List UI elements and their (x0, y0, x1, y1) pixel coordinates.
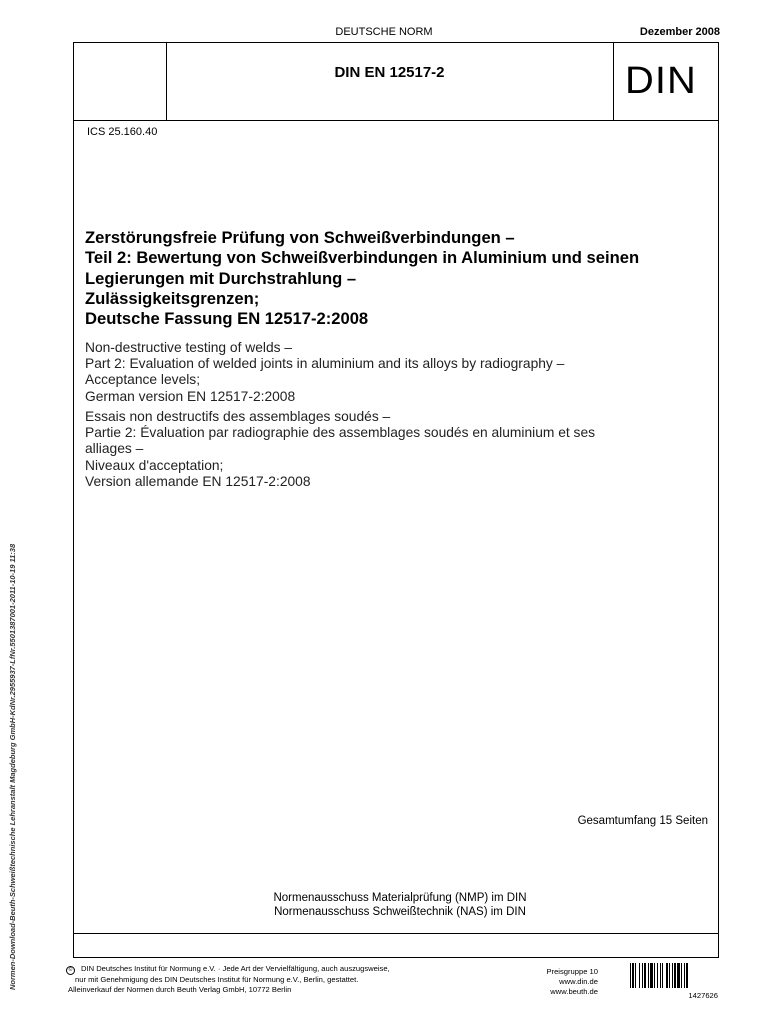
footer-top-rule (73, 933, 719, 934)
title-french (85, 409, 705, 490)
title-english-line: Non-destructive testing of welds – (85, 340, 293, 355)
total-pages: Gesamtumfang 15 Seiten (577, 815, 708, 827)
pricing-info (520, 967, 598, 997)
title-english-line: German version EN 12517-2:2008 (85, 388, 296, 404)
committees (180, 891, 620, 919)
title-german-line: Legierungen mit Durchstrahlung – (85, 268, 357, 288)
title-french-line: Partie 2: Évaluation par radiographie des assemblages soudés en aluminium et ses (85, 425, 596, 441)
copyright-notice (66, 964, 390, 995)
title-french-line: alliages – (85, 441, 144, 457)
title-french-line: Niveaux d'acceptation; (85, 457, 224, 473)
din-logo: DIN (625, 60, 697, 102)
title-french-line: Essais non destructifs des assemblages soudés – (85, 409, 391, 424)
title-german (85, 228, 705, 329)
download-watermark: Normen-Download-Beuth-Schweißtechnische Lehranstalt Magdeburg GmbH-KdNr.2955937-LfNr.5501387001-2011-10-19 11:38 (8, 543, 17, 990)
header-divider-left (166, 42, 167, 120)
ics-code: ICS 25.160.40 (87, 126, 158, 138)
copyright-line: DIN Deutsches Institut für Normung e.V. · Jede Art der Vervielfältigung, auch auszugsweise, (81, 964, 390, 973)
title-german-line: Deutsche Fassung EN 12517-2:2008 (85, 309, 369, 329)
title-german-line: Zulässigkeitsgrenzen; (85, 288, 260, 308)
title-english-line: Acceptance levels; (85, 372, 201, 388)
title-english-line: Part 2: Evaluation of welded joints in aluminium and its alloys by radiography – (85, 356, 565, 372)
title-english (85, 340, 705, 405)
title-german-line: Teil 2: Bewertung von Schweißverbindungen in Aluminium und seinen (85, 248, 640, 268)
header-divider-right (613, 42, 614, 120)
publication-date: Dezember 2008 (639, 26, 720, 38)
website-beuth-link[interactable]: www.beuth.de (550, 987, 598, 996)
norm-label: DEUTSCHE NORM (335, 26, 433, 38)
title-german-line: Zerstörungsfreie Prüfung von Schweißverbindungen – (85, 228, 515, 247)
header-bottom-rule (73, 120, 719, 121)
document-number: DIN EN 12517-2 (334, 64, 445, 81)
copyright-line: Alleinverkauf der Normen durch Beuth Verlag GmbH, 10772 Berlin (68, 985, 292, 994)
barcode-icon (630, 963, 718, 988)
copyright-icon: © (66, 966, 75, 975)
title-french-line: Version allemande EN 12517-2:2008 (85, 473, 311, 489)
barcode-number: 1427626 (688, 991, 718, 1000)
price-group: Preisgruppe 10 (546, 967, 598, 976)
copyright-line: nur mit Genehmigung des DIN Deutsches Institut für Normung e.V., Berlin, gestattet. (75, 975, 359, 984)
committee-line: Normenausschuss Materialprüfung (NMP) im DIN (273, 892, 527, 904)
committee-line: Normenausschuss Schweißtechnik (NAS) im DIN (274, 906, 526, 918)
website-din-link[interactable]: www.din.de (559, 977, 598, 986)
